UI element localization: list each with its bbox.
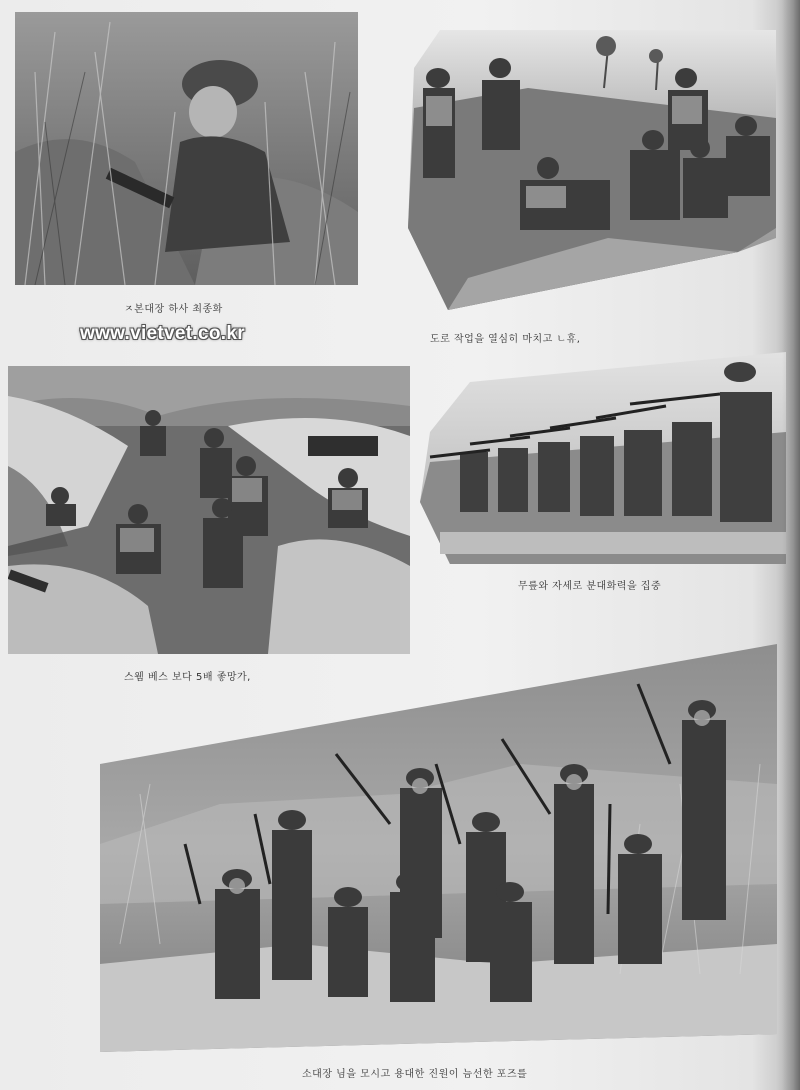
photo-kneeling-firing (420, 352, 786, 564)
caption-photo-4: 무릎와 자세로 분대화력을 집중 (518, 581, 662, 592)
caption-photo-1: ㅈ본대장 하사 최종화 (124, 304, 223, 315)
watermark-text: www.vietvet.co.kr (80, 323, 245, 344)
photo-soldier-in-grass (15, 12, 358, 285)
photo-resting-soldiers (408, 28, 776, 310)
photo-stream-bathing (8, 366, 410, 654)
photo-platoon-group (100, 644, 777, 1052)
page-fold-shadow (782, 0, 800, 1090)
caption-photo-2: 도로 작업을 열심히 마치고 ㄴ휴, (430, 334, 581, 345)
caption-photo-5: 소대장 님을 모시고 용대한 진원이 늠선한 포즈를 (302, 1069, 528, 1080)
caption-photo-3: 스웸 베스 보다 5배 좋망가, (124, 672, 251, 683)
